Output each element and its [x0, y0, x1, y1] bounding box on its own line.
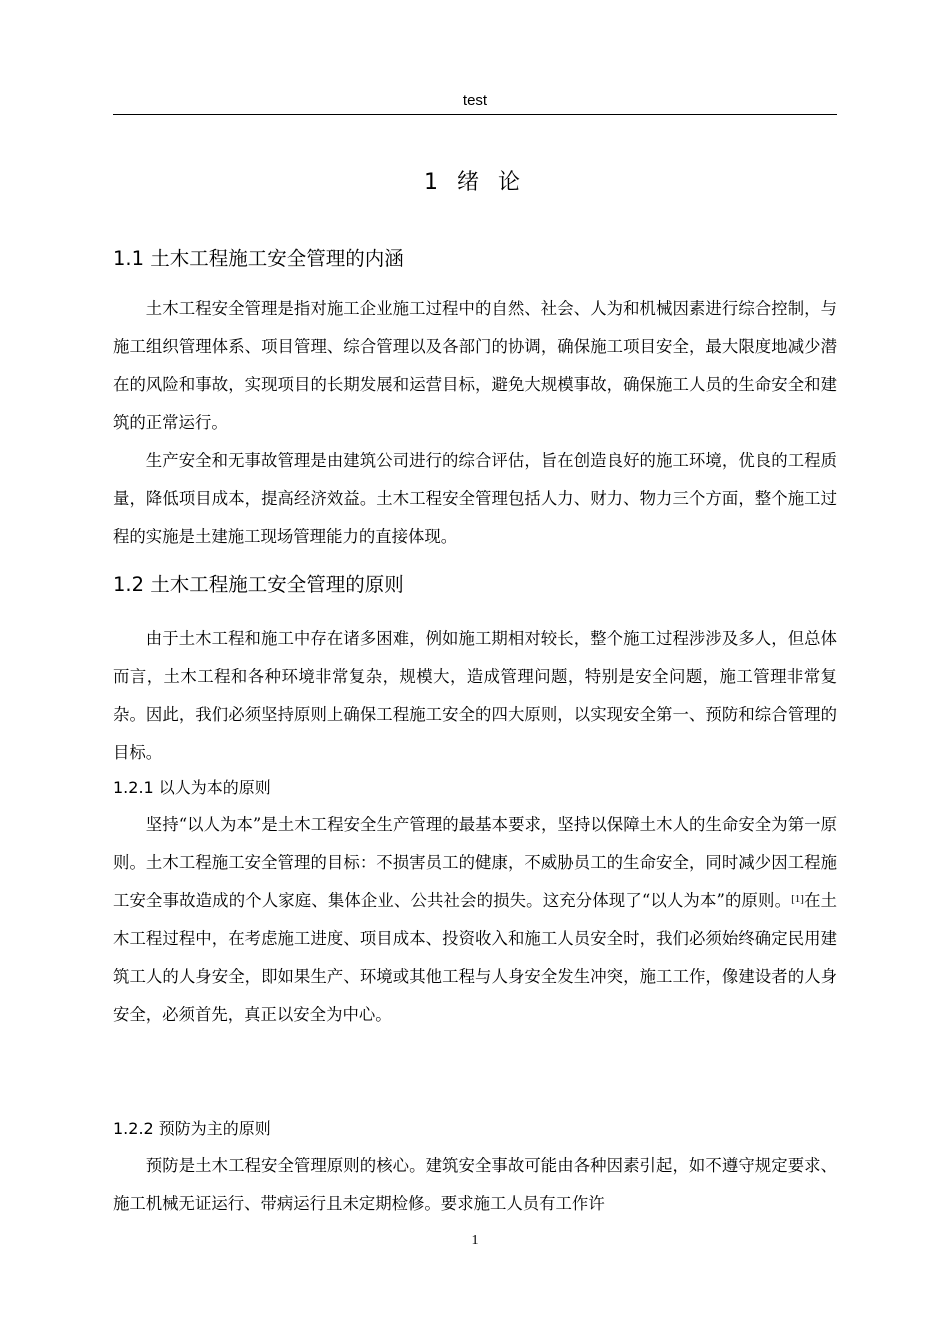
- page-number: 1: [471, 1233, 479, 1248]
- chapter-title: 1 绪 论: [424, 170, 526, 195]
- paragraph-1-2-1: [113, 806, 837, 1034]
- subsection-heading-1-2-1: 1.2.1 以人为本的原则: [113, 778, 271, 797]
- paragraph-1-1-a: 土木工程安全管理是指对施工企业施工过程中的自然、社会、人为和机械因素进行综合控制，与施工组织管理体系、项目管理、综合管理以及各部门的协调，确保施工项目安全，最大限度地减少潜在的风险和事故，实现项目的长期发展和运营目标，避免大规模事故，确保施工人员的生命安全和建筑的正常运行。: [113, 299, 837, 432]
- paragraph-1-2-1-text-b: 在土木工程过程中，在考虑施工进度、项目成本、投资收入和施工人员安全时，我们必须始终确定民用建筑工人的人身安全，即如果生产、环境或其他工程与人身安全发生冲突，施工工作，像建设者的人身安全，必须首先，真正以安全为中心。: [113, 891, 837, 1024]
- paragraph-1-1-b: 生产安全和无事故管理是由建筑公司进行的综合评估，旨在创造良好的施工环境，优良的工程质量，降低项目成本，提高经济效益。土木工程安全管理包括人力、财力、物力三个方面，整个施工过程的实施是土建施工现场管理能力的直接体现。: [113, 451, 837, 546]
- subsection-heading-1-2-2: 1.2.2 预防为主的原则: [113, 1119, 271, 1138]
- paragraph-1-2-1-text-a: 坚持“以人为本”是土木工程安全生产管理的最基本要求，坚持以保障土木人的生命安全为第一原则。土木工程施工安全管理的目标：不损害员工的健康，不威胁员工的生命安全，同时减少因工程施工安全事故造成的个人家庭、集体企业、公共社会的损失。这充分体现了“以人为本”的原则。: [113, 815, 837, 910]
- section-heading-1-2: 1.2 土木工程施工安全管理的原则: [113, 573, 404, 596]
- page-header: test: [462, 92, 488, 109]
- paragraph-1-2: 由于土木工程和施工中存在诸多困难，例如施工期相对较长，整个施工过程涉涉及多人，但总体而言，土木工程和各种环境非常复杂，规模大，造成管理问题，特别是安全问题，施工管理非常复杂。因此，我们必须坚持原则上确保工程施工安全的四大原则，以实现安全第一、预防和综合管理的目标。: [113, 629, 837, 762]
- section-heading-1-1: 1.1 土木工程施工安全管理的内涵: [113, 247, 404, 270]
- paragraph-1-2-2: 预防是土木工程安全管理原则的核心。建筑安全事故可能由各种因素引起，如不遵守规定要求、施工机械无证运行、带病运行且未定期检修。要求施工人员有工作许: [113, 1156, 837, 1213]
- header-rule: [113, 114, 837, 115]
- citation-ref: [1]: [791, 893, 804, 905]
